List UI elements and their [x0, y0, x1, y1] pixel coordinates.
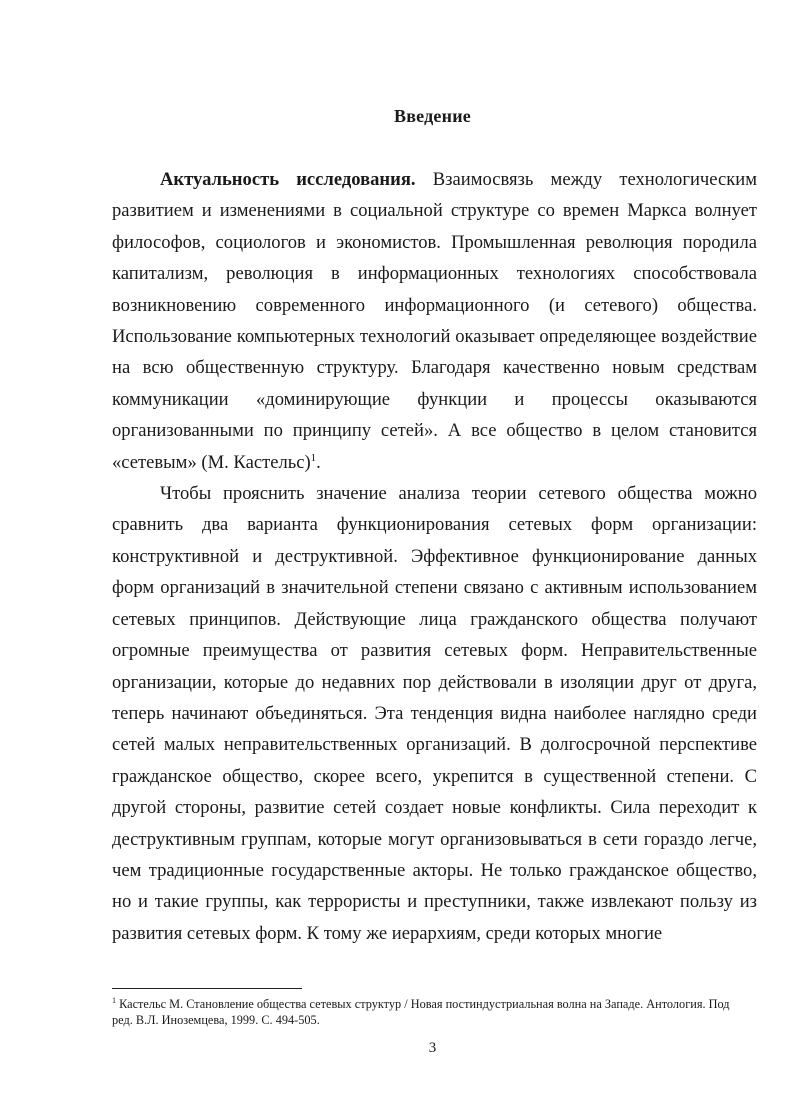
footnote-reference: 1 — [310, 451, 317, 464]
page-number: 3 — [428, 1040, 437, 1056]
footnote-divider — [112, 988, 302, 989]
page-title: Введение — [394, 106, 471, 126]
body-text — [112, 164, 757, 949]
footnote-mark: 1 — [112, 995, 116, 1005]
paragraph-network-society: Чтобы прояснить значение анализа теории сетевого общества можно сравнить два варианта функционирования сетевых форм организации: конструктивной и деструктивной. Эффективное функционирование данных форм организаций в значительной степени связано с активным использованием сетевых принципов. Действующие лица гражданского общества получают огромные преимущества от развития сетевых форм. Неправительственные организации, которые до недавних пор действовали в изоляции друг от друга, теперь начинают объединяться. Эта тенденция видна наиболее наглядно среди сетей малых неправительственных организаций. В долгосрочной перспективе гражданское общество, скорее всего, укрепится в существенной степени. С другой стороны, развитие сетей создает новые конфликты. Сила переходит к деструктивным группам, которые могут организовываться в сети гораздо легче, чем традиционные государственные акторы. Не только гражданское общество, но и такие группы, как террористы и преступники, также извлекают пользу из развития сетевых форм. К тому же иерархиям, среди которых многие — [112, 483, 757, 944]
footnote-text: Кастельс М. Становление общества сетевых структур / Новая постиндустриальная волна на Западе. Антология. Под ред. В.Л. Иноземцева, 1999. С. 494-505. — [112, 997, 730, 1027]
paragraph-relevance-tail: . — [316, 451, 321, 473]
paragraph-relevance — [112, 164, 757, 478]
paragraph-lead: Актуальность исследования. — [160, 169, 416, 190]
paragraph-relevance-text: Взаимосвязь между технологическим развитием и изменениями в социальной структуре со времен Маркса волнует философов, социологов и экономистов. Промышленная революция породила капитализм, революция в информационных технологиях способствовала возникновению современного информационного (и сетевого) общества. Использование компьютерных технологий оказывает определяющее воздействие на всю общественную структуру. Благодаря качественно новым средствам коммуникации «доминирующие функции и процессы оказываются организованными по принципу сетей». А все общество в целом становится «сетевым» (М. Кастельс) — [112, 169, 757, 473]
footnote — [112, 996, 732, 1028]
